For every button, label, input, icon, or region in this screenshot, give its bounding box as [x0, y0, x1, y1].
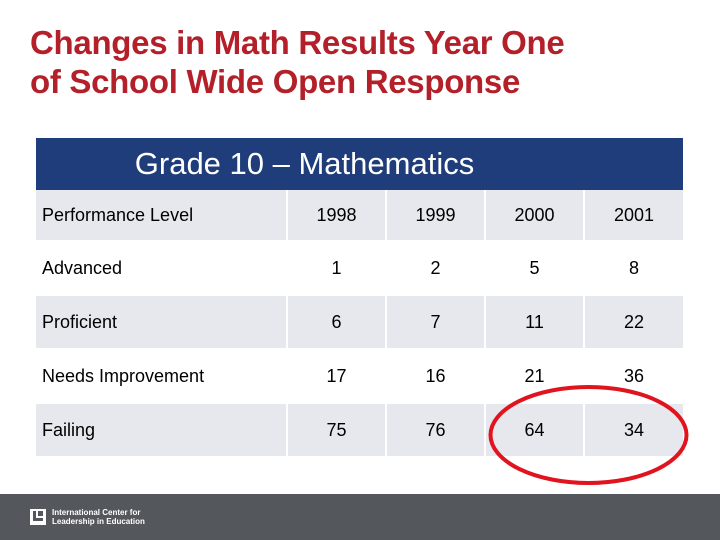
table-cell: 2 — [386, 241, 485, 295]
organization-logo — [30, 508, 145, 526]
year-header-2001: 2001 — [584, 190, 683, 241]
table-cell: 1 — [287, 241, 386, 295]
table-row-proficient — [36, 295, 683, 349]
table-cell: 16 — [386, 349, 485, 403]
table-header: Grade 10 – Mathematics — [36, 138, 683, 190]
table-cell: 22 — [584, 295, 683, 349]
row-label: Advanced — [36, 241, 287, 295]
title-line-2: of School Wide Open Response — [30, 62, 521, 100]
row-label: Failing — [36, 403, 287, 456]
year-header-1999: 1999 — [386, 190, 485, 241]
table-cell: 11 — [485, 295, 584, 349]
column-label-performance-level: Performance Level — [36, 190, 287, 241]
table-cell: 36 — [584, 349, 683, 403]
row-label: Needs Improvement — [36, 349, 287, 403]
logo-mark-icon — [30, 509, 46, 525]
table-cell: 8 — [584, 241, 683, 295]
table-row-advanced — [36, 241, 683, 295]
logo-line-2: Leadership in Education — [52, 517, 145, 526]
table-cell: 21 — [485, 349, 584, 403]
row-label: Proficient — [36, 295, 287, 349]
slide-title — [30, 24, 700, 101]
table-cell: 76 — [386, 403, 485, 456]
table-header-row — [36, 190, 683, 241]
table-cell: 75 — [287, 403, 386, 456]
table-cell: 64 — [485, 403, 584, 456]
table-cell: 7 — [386, 295, 485, 349]
table-cell: 6 — [287, 295, 386, 349]
title-line-1: Changes in Math Results Year One — [30, 24, 565, 61]
table-cell: 17 — [287, 349, 386, 403]
footer-bar — [0, 494, 720, 540]
year-header-2000: 2000 — [485, 190, 584, 241]
logo-line-1: International Center for — [52, 508, 141, 517]
table-cell: 5 — [485, 241, 584, 295]
table-cell: 34 — [584, 403, 683, 456]
highlight-ellipse — [487, 383, 690, 487]
logo-text — [52, 508, 145, 526]
year-header-1998: 1998 — [287, 190, 386, 241]
